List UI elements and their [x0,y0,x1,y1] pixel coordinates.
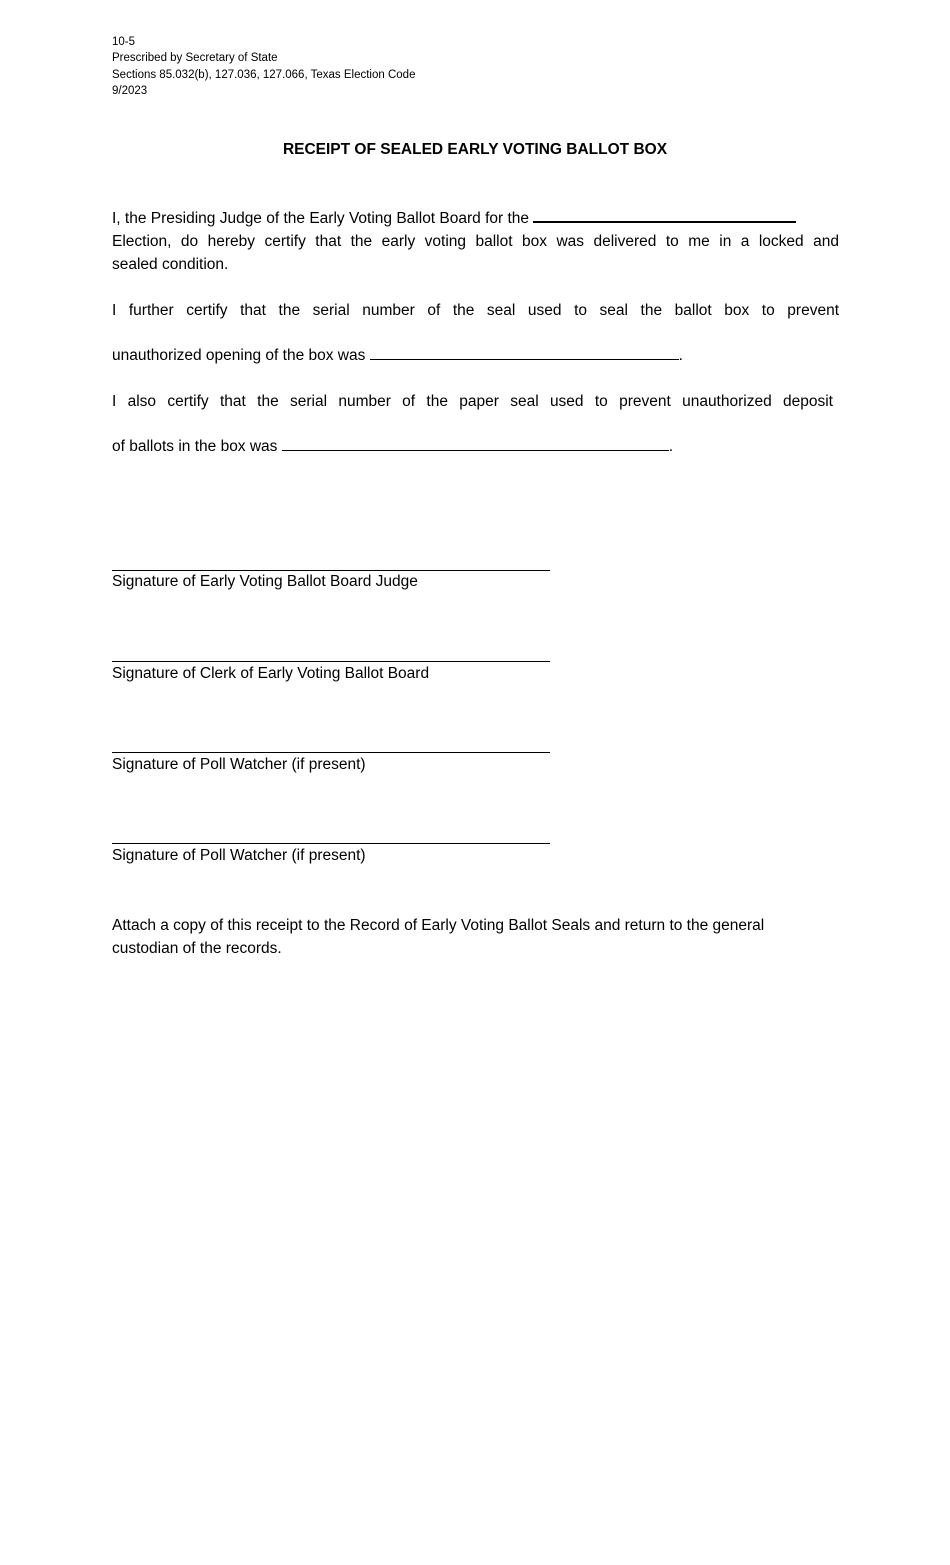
poll-watcher-signature-label-2: Signature of Poll Watcher (if present) [112,847,366,864]
footer-line1: Attach a copy of this receipt to the Record of Early Voting Ballot Seals and return to the general [112,917,765,934]
para2-period: . [678,347,683,364]
form-number: 10-5 [112,36,136,48]
poll-watcher-signature-line-2[interactable] [112,843,550,844]
para1-line1: I, the Presiding Judge of the Early Voting Ballot Board for the [112,210,530,227]
para1-line3: sealed condition. [112,256,229,273]
form-date: 9/2023 [112,84,148,97]
prescribed-by: Prescribed by Secretary of State [112,52,278,65]
para1-line2: Election, do hereby certify that the early voting ballot box was delivered to me in a locked and [112,233,839,250]
paper-seal-paragraph-line2 [112,435,839,458]
clerk-signature-label: Signature of Clerk of Early Voting Ballot Board [112,665,430,682]
page-title: RECEIPT OF SEALED EARLY VOTING BALLOT BOX [282,141,668,158]
seal-paragraph-line2 [112,344,839,367]
clerk-signature-line[interactable] [112,661,550,662]
paper-seal-serial-field[interactable] [282,436,669,451]
seal-serial-field[interactable] [370,345,679,360]
form-header [112,34,415,99]
certification-paragraph [112,207,839,276]
judge-signature-line[interactable] [112,570,550,571]
paper-seal-paragraph [112,390,833,413]
election-name-field[interactable] [533,207,796,223]
poll-watcher-signature-label-1: Signature of Poll Watcher (if present) [112,756,366,773]
para3-line1: I also certify that the serial number of the paper seal used to prevent unauthorized deposit [112,393,833,410]
judge-signature-label: Signature of Early Voting Ballot Board Judge [112,573,418,590]
footer-instructions [112,914,842,960]
seal-paragraph [112,299,839,322]
code-sections: Sections 85.032(b), 127.036, 127.066, Texas Election Code [112,68,416,81]
footer-line2: custodian of the records. [112,940,282,957]
para2-line1: I further certify that the serial number of the seal used to seal the ballot box to prevent [112,302,839,319]
para3-period: . [668,438,674,455]
poll-watcher-signature-line-1[interactable] [112,752,550,753]
para2-line2: unauthorized opening of the box was [112,347,366,364]
para3-line2: of ballots in the box was [112,438,278,455]
